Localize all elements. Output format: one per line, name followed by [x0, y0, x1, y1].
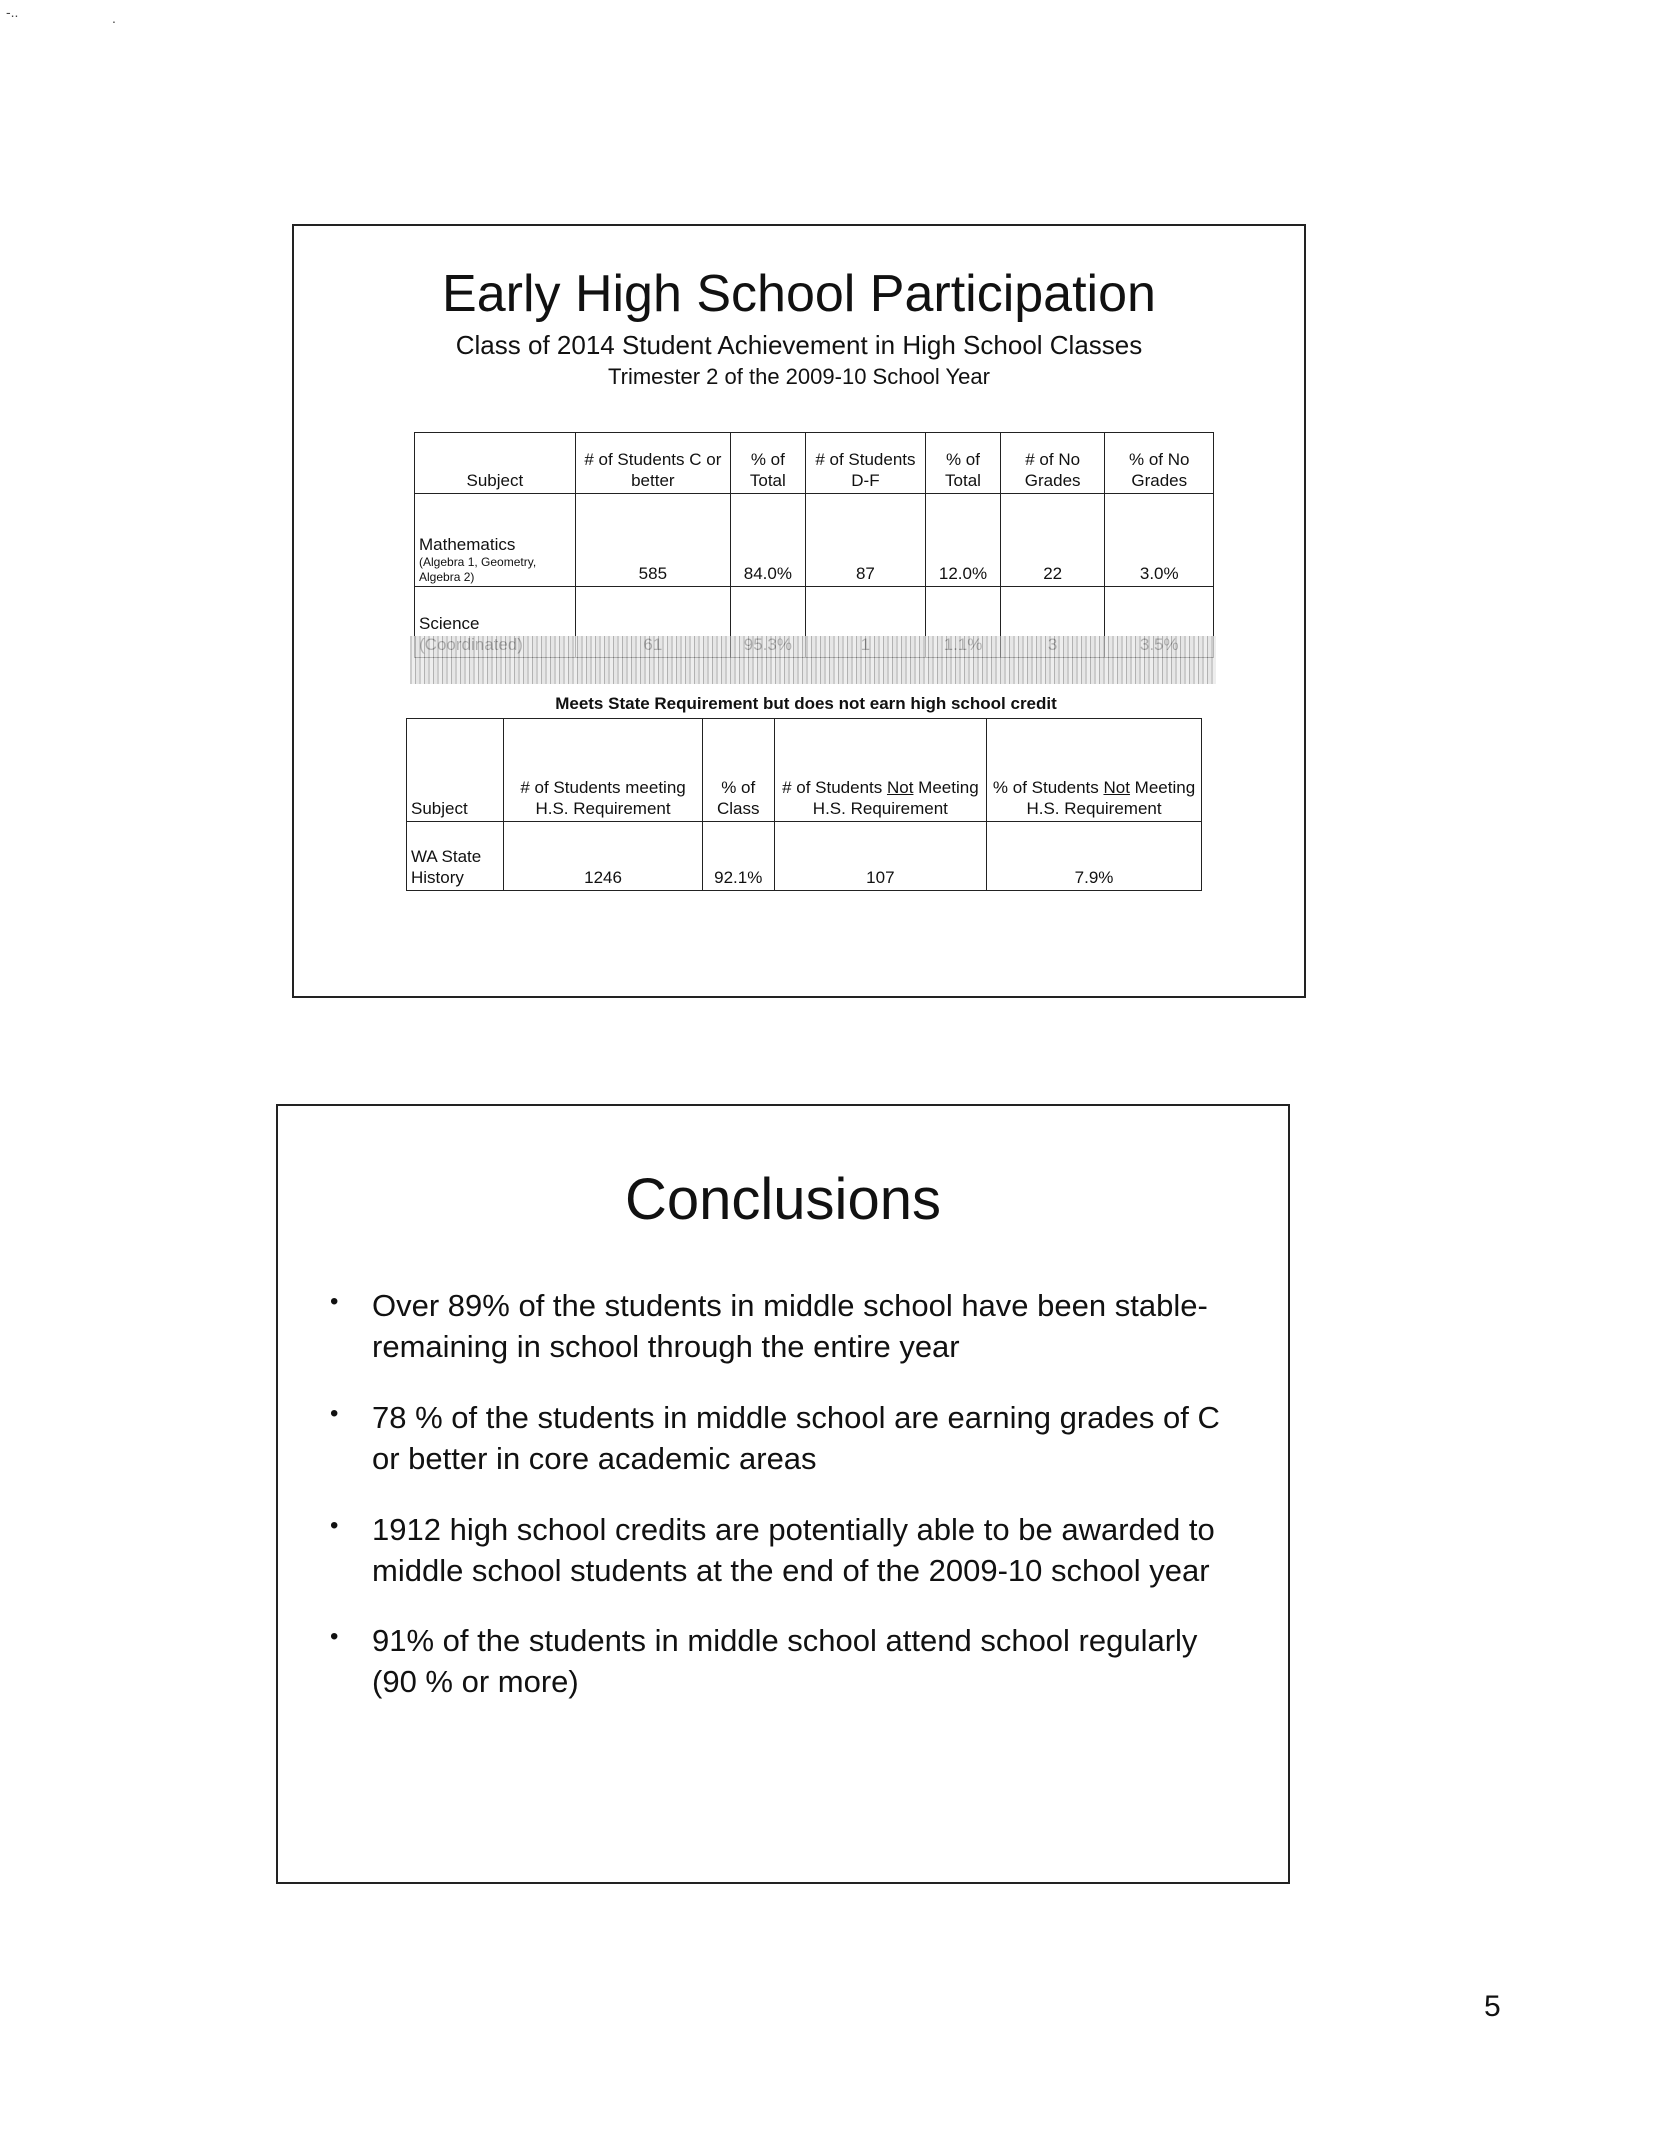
header-cell	[774, 719, 986, 822]
bullet-item: • 1912 high school credits are potentially able to be awarded to middle school students at the end of the 2009-10 school year	[326, 1510, 1226, 1592]
bullet-item: • 91% of the students in middle school attend school regularly (90 % or more)	[326, 1621, 1226, 1703]
header-cell	[987, 719, 1202, 822]
subject-name: Science	[419, 613, 480, 633]
table-cell: 12.0%	[926, 494, 1001, 587]
table-cell: 22	[1000, 494, 1105, 587]
slide-subtitle-term: Trimester 2 of the 2009-10 School Year	[608, 364, 990, 389]
slide-title: Conclusions	[625, 1167, 941, 1232]
table-cell: 84.0%	[730, 494, 805, 587]
header-text: Meeting H.S. Requirement	[1026, 777, 1196, 818]
header-cell: # of Students D-F	[805, 433, 925, 494]
table-caption: Meets State Requirement but does not earn high school credit	[555, 694, 1057, 713]
bullet-item: • Over 89% of the students in middle school have been stable- remaining in school through the entire year	[326, 1286, 1226, 1368]
achievement-table	[414, 432, 1214, 658]
header-text: Meeting H.S. Requirement	[812, 777, 979, 818]
header-cell: % of Total	[730, 433, 805, 494]
header-cell: # of No Grades	[1000, 433, 1105, 494]
table-cell: 87	[805, 494, 925, 587]
slide-early-high-school	[292, 224, 1306, 998]
header-text: % of Students	[992, 777, 1104, 797]
subject-cell: WA State History	[407, 822, 504, 891]
table-cell: 585	[575, 494, 730, 587]
header-text: # of Students	[782, 777, 887, 797]
subject-name: Mathematics	[419, 534, 516, 554]
header-cell: % of Total	[926, 433, 1001, 494]
table-cell: 92.1%	[702, 822, 774, 891]
header-cell: % of No Grades	[1105, 433, 1214, 494]
scan-mark: -..	[6, 4, 19, 20]
bullet-list	[326, 1286, 1226, 1733]
table-row	[407, 822, 1202, 891]
state-history-table	[406, 718, 1202, 891]
table-row	[415, 494, 1214, 587]
table-cell: 1246	[504, 822, 703, 891]
slide-title: Early High School Participation	[442, 265, 1156, 323]
scan-mark: .	[112, 10, 116, 26]
header-cell: # of Students C or better	[575, 433, 730, 494]
scan-noise-band	[410, 636, 1216, 684]
table-cell: 107	[774, 822, 986, 891]
header-emphasis: Not	[1103, 777, 1130, 797]
table-cell: 7.9%	[987, 822, 1202, 891]
subject-cell	[415, 494, 576, 587]
page-number: 5	[1484, 1990, 1501, 2023]
header-cell: Subject	[415, 433, 576, 494]
header-cell: Subject	[407, 719, 504, 822]
table-header-row	[415, 433, 1214, 494]
header-emphasis: Not	[886, 777, 914, 797]
slide-subtitle: Class of 2014 Student Achievement in High School Classes	[455, 330, 1143, 360]
subject-note: (Algebra 1, Geometry, Algebra 2)	[419, 555, 537, 584]
bullet-item: • 78 % of the students in middle school are earning grades of C or better in core academic areas	[326, 1398, 1226, 1480]
header-cell: % of Class	[702, 719, 774, 822]
table-cell: 3.0%	[1105, 494, 1214, 587]
slide-conclusions	[276, 1104, 1290, 1884]
header-cell: # of Students meeting H.S. Requirement	[504, 719, 703, 822]
table-header-row	[407, 719, 1202, 822]
